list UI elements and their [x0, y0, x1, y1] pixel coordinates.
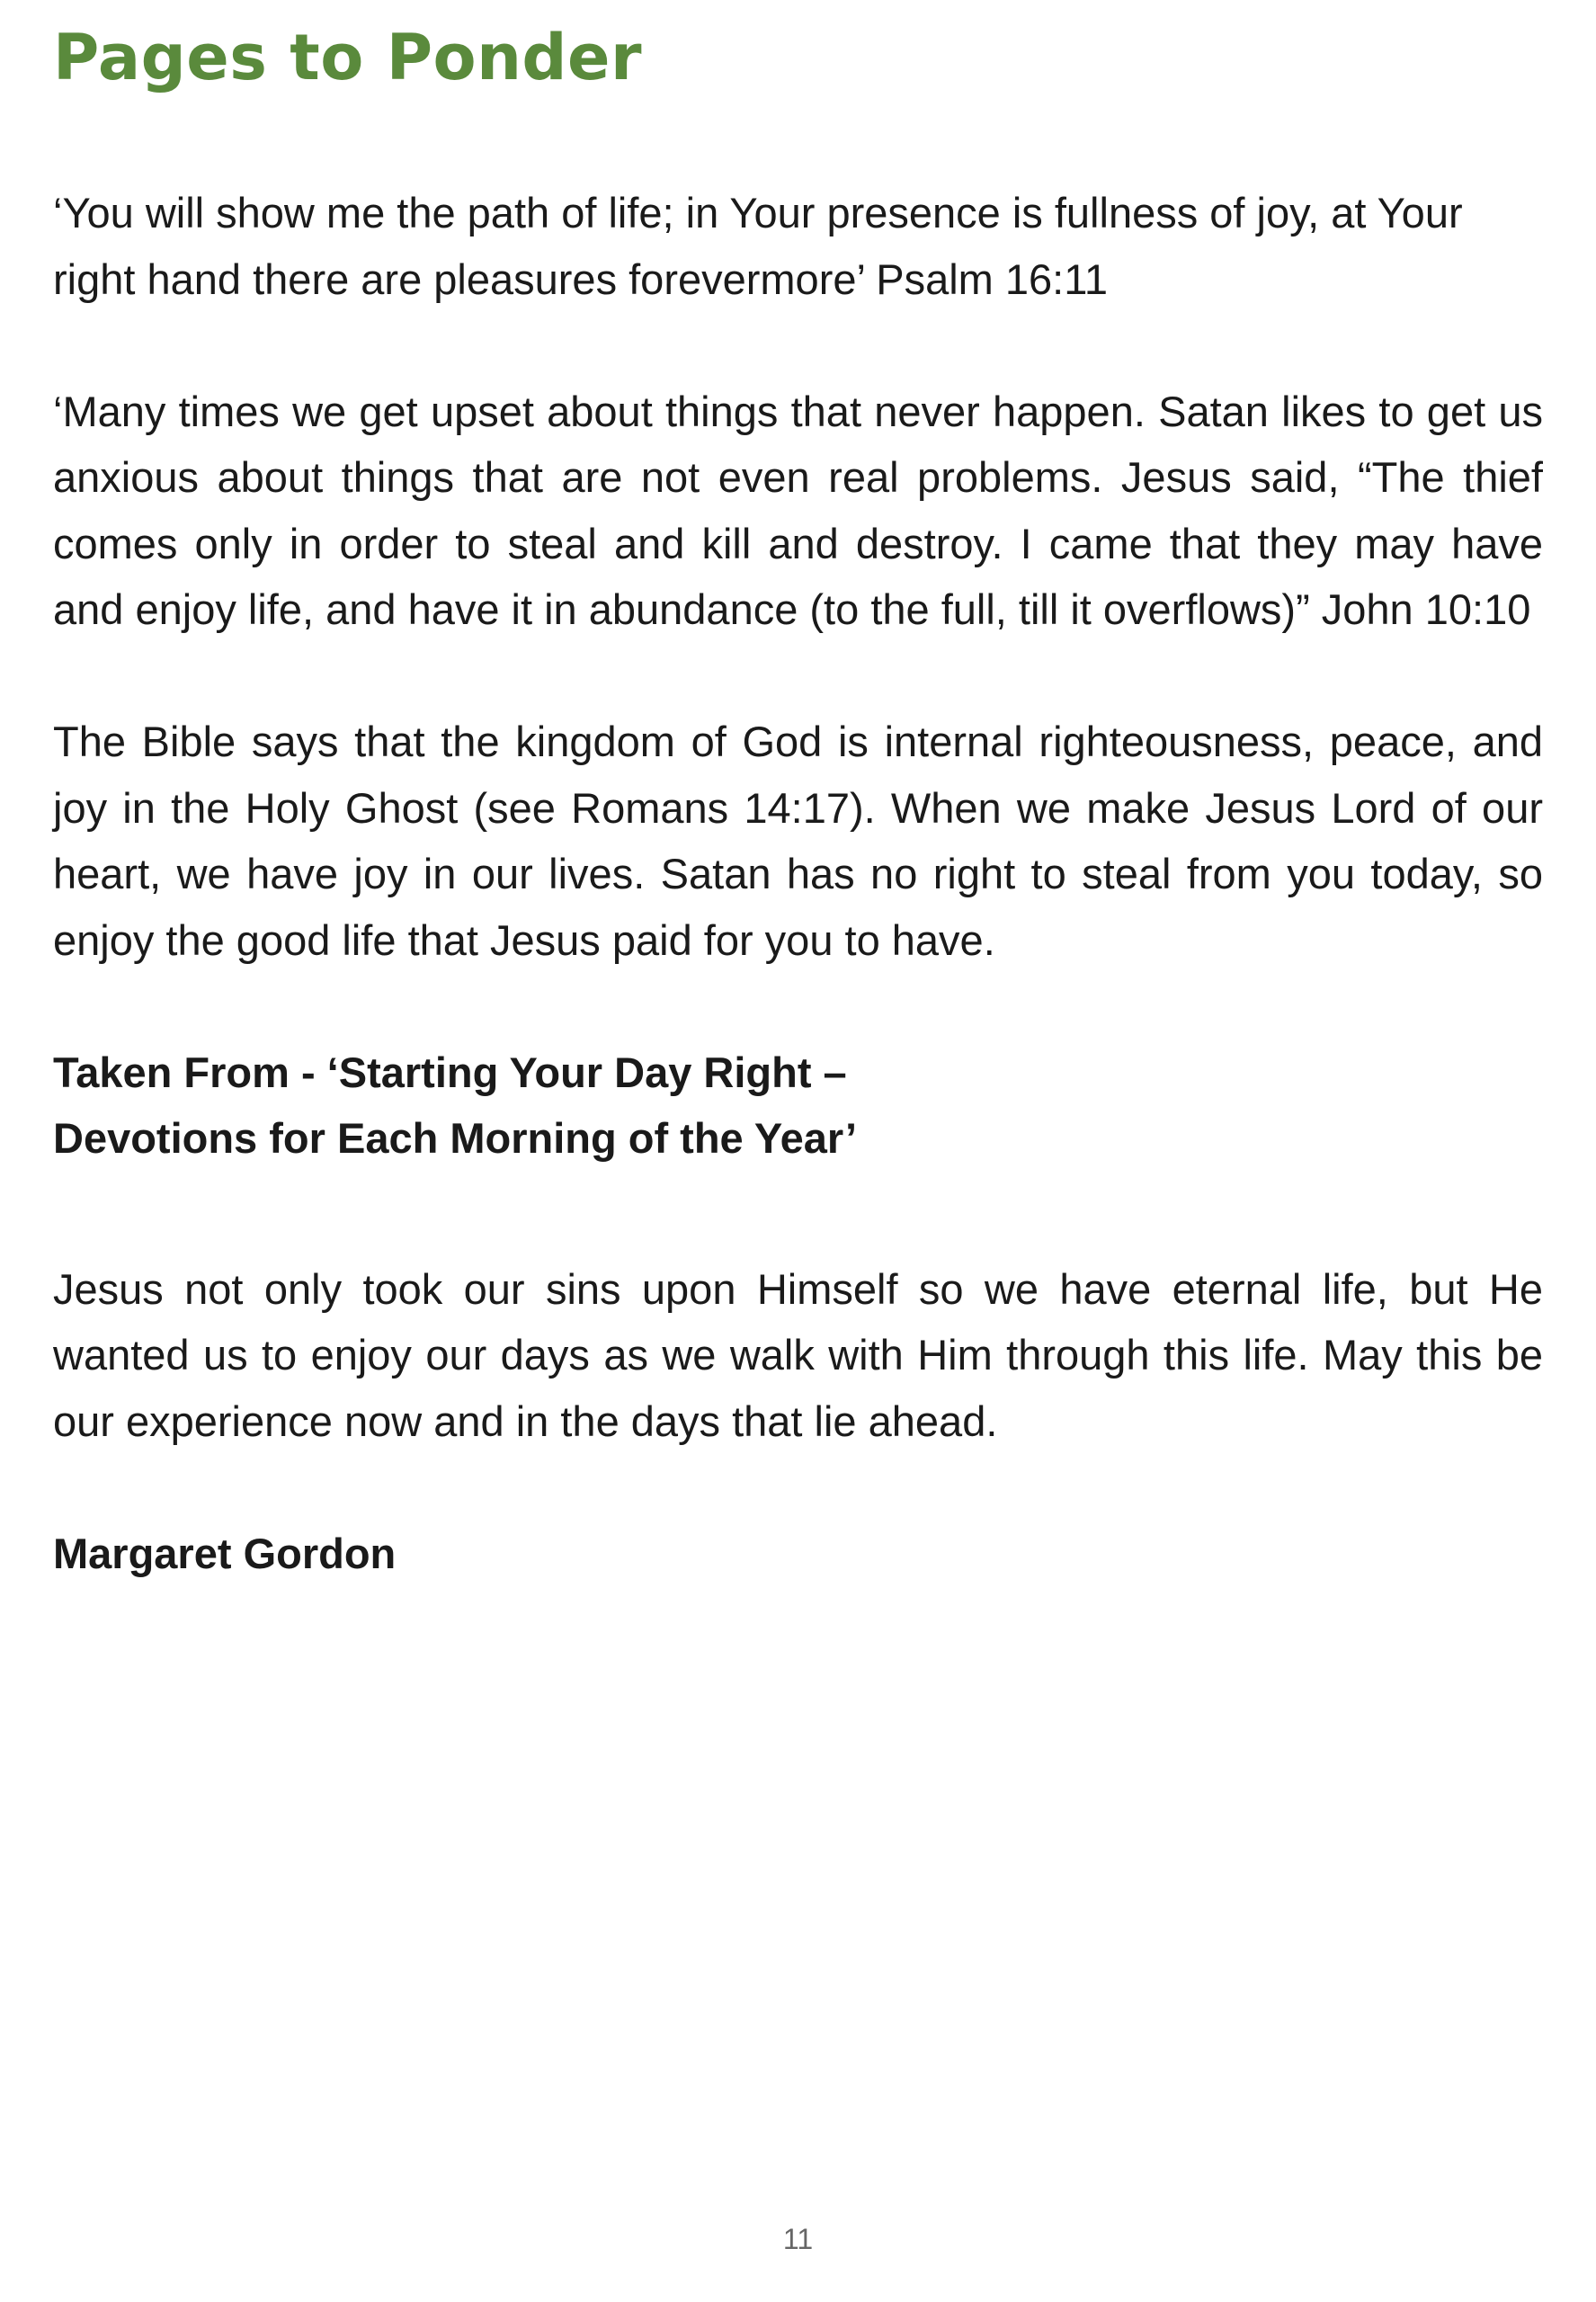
- page-title: Pages to Ponder: [53, 21, 643, 94]
- page-number: 11: [782, 2223, 814, 2255]
- article-body: [53, 180, 1543, 1586]
- reflection-paragraph: Jesus not only took our sins upon Himself so we have eternal life, but He wanted us to enjoy our days as we walk with Him through this life. May this be our experience now and in the days that lie ahead.: [53, 1264, 1543, 1445]
- source-citation-line-2: Devotions for Each Morning of the Year’: [53, 1114, 858, 1162]
- paragraph-spacer: [53, 643, 1543, 709]
- paragraph-spacer: [53, 312, 1543, 379]
- body-paragraph: The Bible says that the kingdom of God is internal righteousness, peace, and joy in the Holy Ghost (see Romans 14:17). When we make Jesus Lord of our heart, we have joy in our lives. Satan has no right to steal from you today, so enjoy the good life that Jesus paid for you to have.: [53, 718, 1543, 964]
- paragraph-spacer: [53, 1172, 1543, 1256]
- paragraph-spacer: [53, 1454, 1543, 1521]
- source-citation-line-1: Taken From - ‘Starting Your Day Right –: [53, 1048, 847, 1096]
- psalm-verse-paragraph: ‘You will show me the path of life; in Your presence is fullness of joy, at Your right hand there are pleasures forevermore’ Psalm 16:11: [53, 189, 1463, 303]
- devotion-quote-paragraph: ‘Many times we get upset about things that never happen. Satan likes to get us anxious about things that are not even real problems. Jesus said, “The thief comes only in order to steal and kill and destroy. I came that they may have and enjoy life, and have it in abundance (to the full, till it overflows)” John 10:10: [53, 387, 1543, 633]
- author-signature: Margaret Gordon: [53, 1529, 397, 1577]
- paragraph-spacer: [53, 973, 1543, 1039]
